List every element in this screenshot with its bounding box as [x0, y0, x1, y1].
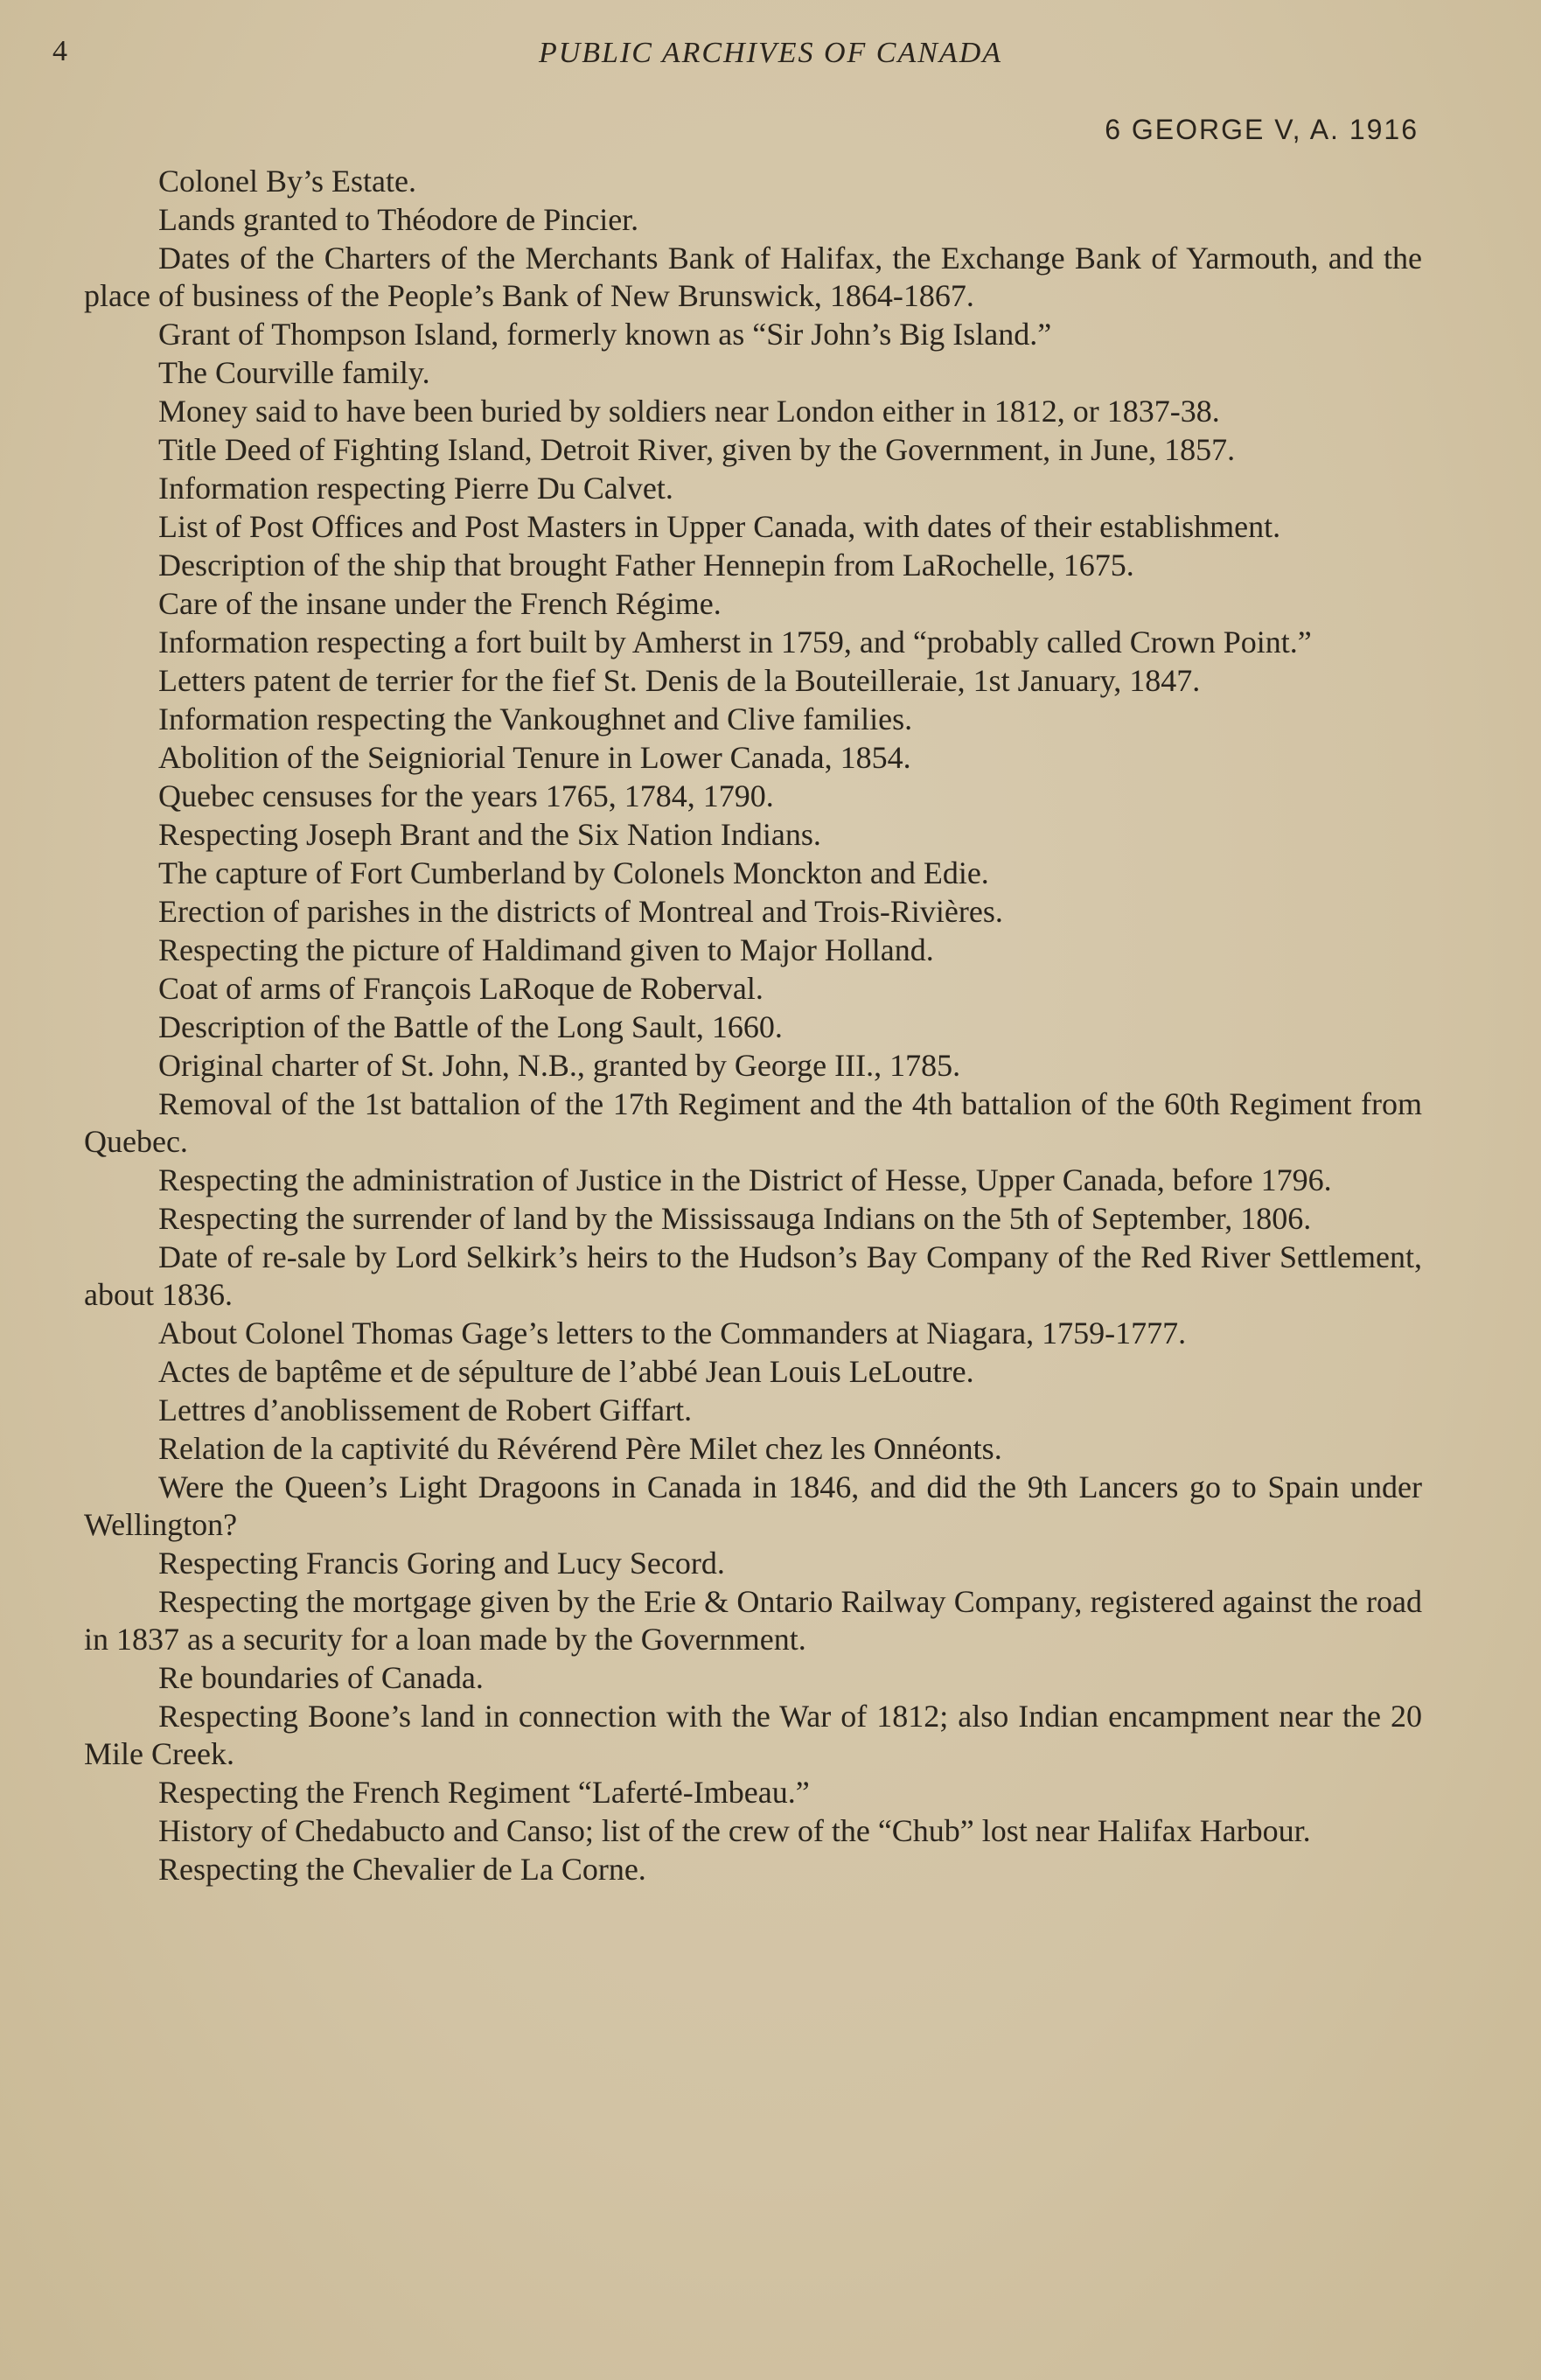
entry-list [84, 163, 1422, 1889]
list-item: Were the Queen’s Light Dragoons in Canada in 1846, and did the 9th Lancers go to Spain under Wellington? [84, 1469, 1422, 1542]
list-item: Date of re-sale by Lord Selkirk’s heirs to the Hudson’s Bay Company of the Red River Settlement, about 1836. [84, 1239, 1422, 1312]
list-item: The capture of Fort Cumberland by Colonels Monckton and Edie. [158, 855, 989, 890]
list-item: Dates of the Charters of the Merchants Bank of Halifax, the Exchange Bank of Yarmouth, and the place of business of the People’s Bank of New Brunswick, 1864-1867. [84, 241, 1422, 313]
list-item: Description of the ship that brought Father Hennepin from LaRochelle, 1675. [158, 548, 1134, 583]
list-item: Respecting the mortgage given by the Erie & Ontario Railway Company, registered against the road in 1837 as a security for a loan made by the Government. [84, 1584, 1422, 1657]
list-item: Relation de la captivité du Révérend Père Milet chez les Onnéonts. [158, 1431, 1002, 1466]
list-item: Care of the insane under the French Régime. [158, 586, 722, 621]
list-item: Lands granted to Théodore de Pincier. [158, 202, 639, 237]
list-item: Grant of Thompson Island, formerly known as “Sir John’s Big Island.” [158, 317, 1052, 352]
list-item: Information respecting Pierre Du Calvet. [158, 471, 673, 506]
list-item: History of Chedabucto and Canso; list of the crew of the “Chub” lost near Halifax Harbour. [158, 1813, 1311, 1848]
list-item: Respecting Francis Goring and Lucy Secord. [158, 1546, 725, 1581]
list-item: Respecting the Chevalier de La Corne. [158, 1852, 646, 1887]
list-item: Re boundaries of Canada. [158, 1660, 484, 1695]
session-info: 6 GEORGE V, A. 1916 [1105, 114, 1419, 145]
list-item: Abolition of the Seigniorial Tenure in Lower Canada, 1854. [158, 740, 911, 775]
list-item: Respecting the surrender of land by the Mississauga Indians on the 5th of September, 1806. [158, 1201, 1312, 1236]
list-item: Description of the Battle of the Long Sault, 1660. [158, 1009, 783, 1044]
list-item: The Courville family. [158, 355, 430, 390]
list-item: Respecting Boone’s land in connection with the War of 1812; also Indian encampment near the 20 Mile Creek. [84, 1699, 1422, 1771]
list-item: Money said to have been buried by soldiers near London either in 1812, or 1837-38. [158, 394, 1220, 429]
list-item: Respecting the French Regiment “Laferté-Imbeau.” [158, 1775, 810, 1810]
list-item: About Colonel Thomas Gage’s letters to the Commanders at Niagara, 1759-1777. [158, 1316, 1187, 1351]
list-item: Respecting Joseph Brant and the Six Nation Indians. [158, 817, 821, 852]
list-item: Quebec censuses for the years 1765, 1784, 1790. [158, 778, 774, 813]
list-item: Letters patent de terrier for the fief St. Denis de la Bouteilleraie, 1st January, 1847. [158, 663, 1201, 698]
list-item: Colonel By’s Estate. [158, 164, 416, 199]
list-item: Title Deed of Fighting Island, Detroit River, given by the Government, in June, 1857. [158, 432, 1236, 467]
list-item: Actes de baptême et de sépulture de l’abbé Jean Louis LeLoutre. [158, 1354, 974, 1389]
list-item: Removal of the 1st battalion of the 17th Regiment and the 4th battalion of the 60th Regiment from Quebec. [84, 1086, 1422, 1159]
list-item: Original charter of St. John, N.B., granted by George III., 1785. [158, 1048, 961, 1083]
list-item: Respecting the administration of Justice in the District of Hesse, Upper Canada, before 1796. [158, 1162, 1332, 1197]
page-number: 4 [52, 35, 67, 67]
list-item: Respecting the picture of Haldimand given to Major Holland. [158, 932, 934, 967]
list-item: Information respecting a fort built by Amherst in 1759, and “probably called Crown Point.” [158, 625, 1312, 660]
running-head: PUBLIC ARCHIVES OF CANADA [538, 37, 1003, 69]
list-item: Coat of arms of François LaRoque de Roberval. [158, 971, 764, 1006]
list-item: Information respecting the Vankoughnet and Clive families. [158, 701, 913, 736]
list-item: Lettres d’anoblissement de Robert Giffart. [158, 1392, 693, 1427]
list-item: List of Post Offices and Post Masters in Upper Canada, with dates of their establishment. [158, 509, 1281, 544]
list-item: Erection of parishes in the districts of Montreal and Trois-Rivières. [158, 894, 1003, 929]
